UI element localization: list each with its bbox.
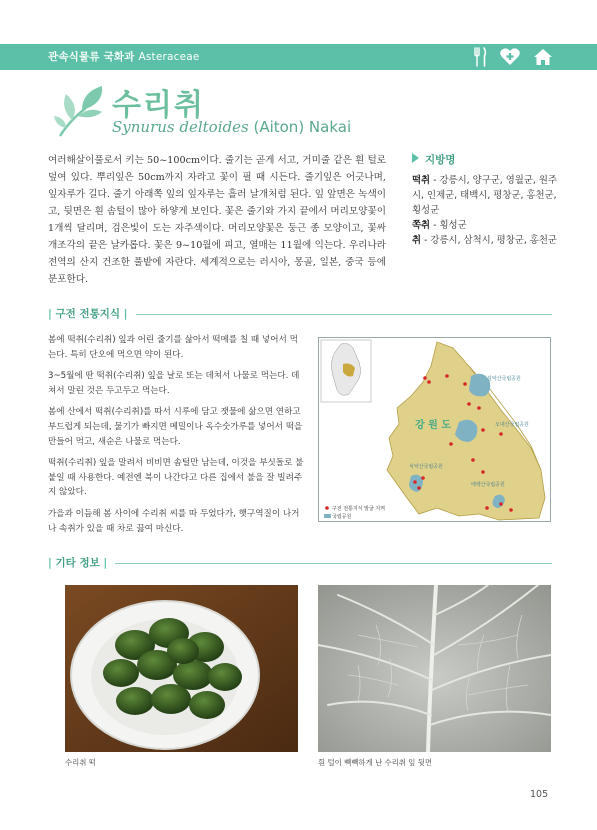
legend-label: 국립공원: [332, 514, 352, 520]
park-label: 치악산국립공원: [409, 464, 443, 470]
scientific-binomial: Synurus deltoides: [112, 118, 249, 136]
map-marker: [427, 380, 431, 384]
map-marker: [485, 506, 489, 510]
section-traditional-label: | 구전 전통지식 |: [48, 306, 136, 321]
traditional-text: [48, 333, 306, 543]
map-graphic: [319, 338, 551, 522]
page-number: 105: [530, 789, 549, 800]
map-marker: [421, 476, 425, 480]
category-korean: 관속식물류 국화과: [48, 51, 135, 63]
leaf-logo-icon: [52, 82, 108, 140]
map-marker: [417, 486, 421, 490]
section-traditional-header: [48, 306, 552, 324]
caption-leaf-underside: 흰 털이 빽빽하게 난 수리취 잎 뒷면: [318, 758, 433, 767]
dialect-heading: 지방명: [412, 152, 562, 167]
utensils-icon[interactable]: [473, 47, 487, 67]
photo-rice-cake: [65, 585, 298, 752]
map-marker: [471, 458, 475, 462]
map-marker: [413, 480, 417, 484]
gangwon-map: [318, 337, 551, 522]
plant-description: 여러해살이풀로서 키는 50~100cm이다. 줄기는 곧게 서고, 거미줄 같은 흰 털로 덮여 있다. 뿌리잎은 50cm까지 자라고 꽃이 필 때 시든다. 줄기잎은 어긋나며, 잎자루가 길다. 줄기 아래쪽 잎의 잎자루는 흘러 날개처럼 된다. 잎 앞면은 녹색이고, 뒷면은 흰 솜털이 많아 하얗게 보인다. 꽃은 줄기와 가지 끝에서 머리모양꽃이 1개씩 달리며, 검은빛이 도는 자주색이다. 머리모양꽃은 둥근 종 모양이고, 꽃싸개조각의 끝은 날카롭다. 꽃은 9~10월에 피고, 열매는 11월에 익는다. 우리나라 전역의 산지 건조한 풀밭에 자란다. 세계적으로는 러시아, 몽골, 일본, 중국 등에 분포한다.: [48, 155, 386, 285]
map-marker: [477, 406, 481, 410]
map-marker: [509, 508, 513, 512]
dialect-item: 쪽취 - 횡성군: [412, 220, 467, 231]
traditional-paragraph: 떡취(수리취) 잎을 말려서 비비면 솜털만 남는데, 이것을 부싯돌로 불 붙일 때 사용한다. 예전엔 북이 나간다고 다른 집에서 불을 잘 빌려주지 않았다.: [48, 458, 304, 498]
caption-rice-cake: 수리취 떡: [65, 758, 96, 767]
map-marker: [467, 402, 471, 406]
traditional-paragraph: 봄에 산에서 떡취(수리취)를 따서 시루에 담고 잿물에 삶으면 연하고 부드럽게 되는데, 물기가 빠지면 메밀이나 옥수숫가루를 넣어서 떡을 만들어 먹고, 새순은 나물로 먹는다.: [48, 407, 303, 447]
traditional-paragraph: 가을과 이듬해 봄 사이에 수리취 씨를 따 두었다가, 햇구역질이 나거나 속취가 있을 때 차로 끓여 마신다.: [48, 508, 300, 534]
park-label: 태백산국립공원: [471, 482, 505, 488]
legend-marker-icon: [325, 506, 329, 510]
photo-leaf-underside: [318, 585, 551, 752]
park-label: 설악산국립공원: [487, 376, 521, 382]
map-marker: [499, 502, 503, 506]
traditional-paragraph: 봄에 떡취(수리취) 잎과 어린 줄기를 삶아서 떡메를 칠 때 넣어서 먹는다. 특히 단오에 먹으면 약이 된다.: [48, 335, 298, 360]
legend-park-swatch: [324, 514, 331, 518]
map-marker: [499, 432, 503, 436]
map-marker: [423, 376, 427, 380]
dialect-panel: [412, 152, 562, 248]
map-marker: [445, 374, 449, 378]
region-label: 강 원 도: [415, 420, 451, 431]
plant-scientific-name: [112, 118, 351, 136]
header-icons: [473, 46, 553, 68]
plant-korean-name: 수리취: [112, 88, 205, 123]
section-other-label: | 기타 정보 |: [48, 555, 115, 570]
legend-label: 구전 전통지식 발굴 지역: [332, 506, 386, 512]
triangle-bullet-icon: [412, 153, 419, 163]
section-other-header: [48, 555, 552, 573]
heart-plus-icon[interactable]: [499, 47, 521, 67]
map-marker: [449, 442, 453, 446]
traditional-paragraph: 3~5월에 딴 떡취(수리취) 잎을 날로 또는 데쳐서 나물로 먹는다. 데쳐서 말린 것은 두고두고 먹는다.: [48, 371, 300, 396]
dialect-item: 취 - 강릉시, 삼척시, 평창군, 홍천군: [412, 235, 557, 246]
home-icon[interactable]: [533, 47, 553, 67]
family-latin: Asteraceae: [138, 51, 200, 63]
scientific-author: (Aiton) Nakai: [253, 118, 352, 136]
section-divider: [48, 563, 552, 564]
map-marker: [463, 382, 467, 386]
dialect-item: 떡취 - 강릉시, 양구군, 영월군, 원주시, 인제군, 태백시, 평창군, 홍천군, 횡성군: [412, 175, 557, 216]
map-marker: [481, 428, 485, 432]
park-label: 오대산국립공원: [495, 422, 529, 428]
category-title: [48, 49, 200, 64]
map-marker: [481, 470, 485, 474]
